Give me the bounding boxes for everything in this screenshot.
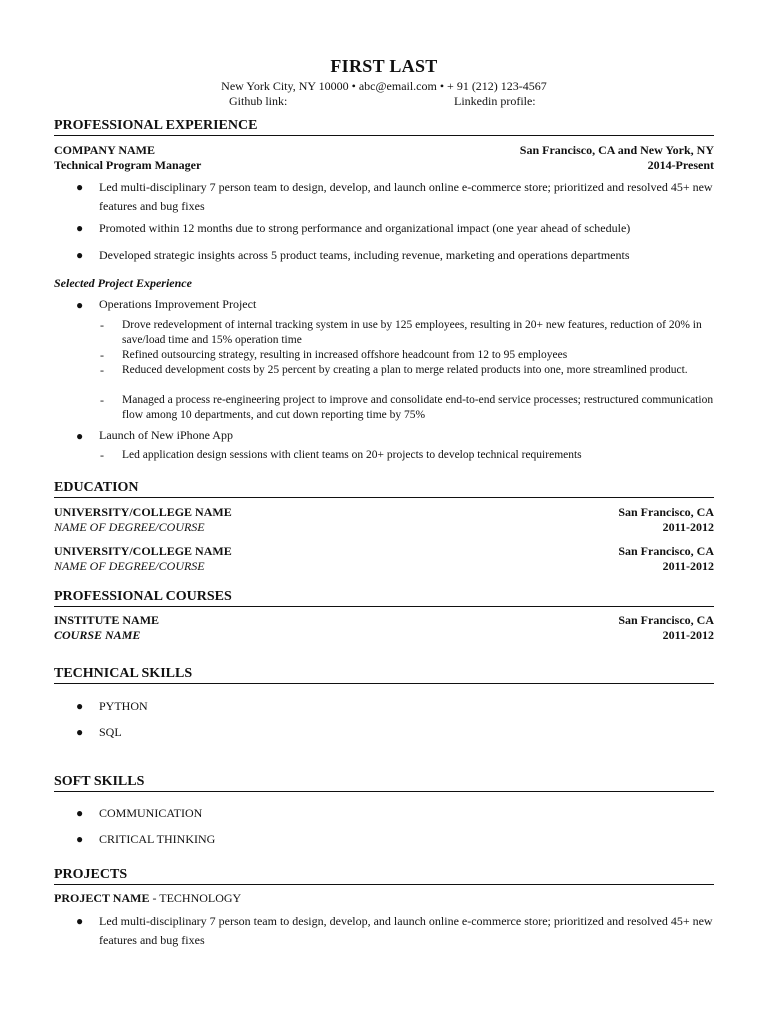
github-link[interactable]: Github link:: [229, 94, 288, 108]
bullet-icon: ●: [76, 725, 84, 739]
dash-icon: -: [100, 393, 104, 407]
section-title-soft-skills: SOFT SKILLS: [54, 774, 714, 792]
skill-item: COMMUNICATION: [99, 806, 203, 820]
skill-item: CRITICAL THINKING: [99, 832, 216, 846]
education-dates: 2011-2012: [662, 559, 714, 573]
experience-bullet: Developed strategic insights across 5 product teams, including revenue, marketing and operations departments: [99, 248, 630, 262]
skill-item: SQL: [99, 725, 122, 739]
bullet-icon: ●: [76, 699, 84, 713]
school-name: UNIVERSITY/COLLEGE NAME: [54, 505, 232, 519]
bullet-icon: ●: [76, 248, 84, 262]
contact-line: New York City, NY 10000 • abc@email.com • + 91 (212) 123-4567: [221, 79, 547, 93]
project-item: Led application design sessions with client teams on 20+ projects to develop technical requirements: [122, 449, 582, 461]
course-dates: 2011-2012: [662, 628, 714, 642]
section-title-courses: PROFESSIONAL COURSES: [54, 589, 714, 607]
job-dates: 2014-Present: [647, 158, 714, 172]
project-title: Operations Improvement Project: [99, 297, 257, 311]
job-title: Technical Program Manager: [54, 158, 202, 172]
company-location: San Francisco, CA and New York, NY: [519, 143, 714, 157]
experience-bullet: Led multi-disciplinary 7 person team to design, develop, and launch online e-commerce store; prioritized and resolved 45+ new features and bug fixes: [99, 180, 713, 213]
institute-name: INSTITUTE NAME: [54, 613, 160, 627]
bullet-icon: ●: [76, 832, 84, 846]
project-technology: - TECHNOLOGY: [149, 891, 242, 905]
bullet-icon: ●: [76, 180, 84, 194]
dash-icon: -: [100, 363, 104, 377]
project-item: Refined outsourcing strategy, resulting in increased offshore headcount from 12 to 95 employees: [122, 349, 568, 361]
section-title-technical-skills: TECHNICAL SKILLS: [54, 666, 714, 684]
school-location: San Francisco, CA: [618, 505, 714, 519]
bullet-icon: ●: [76, 429, 84, 443]
selected-projects-heading: Selected Project Experience: [54, 276, 192, 290]
project-heading: [54, 891, 241, 906]
section-title-projects: PROJECTS: [54, 867, 714, 885]
dash-icon: -: [100, 448, 104, 462]
school-location: San Francisco, CA: [618, 544, 714, 558]
institute-location: San Francisco, CA: [618, 613, 714, 627]
education-dates: 2011-2012: [662, 520, 714, 534]
bullet-icon: ●: [76, 914, 84, 928]
bullet-icon: ●: [76, 298, 84, 312]
section-title-experience: PROFESSIONAL EXPERIENCE: [54, 118, 714, 136]
bullet-icon: ●: [76, 806, 84, 820]
course-name: COURSE NAME: [54, 628, 141, 642]
bullet-icon: ●: [76, 221, 84, 235]
project-bullet: Led multi-disciplinary 7 person team to design, develop, and launch online e-commerce store; prioritized and resolved 45+ new features and bug fixes: [99, 914, 713, 947]
project-name: PROJECT NAME: [54, 891, 150, 905]
project-title: Launch of New iPhone App: [99, 428, 233, 442]
section-title-education: EDUCATION: [54, 480, 714, 498]
school-name: UNIVERSITY/COLLEGE NAME: [54, 544, 232, 558]
company-name: COMPANY NAME: [54, 143, 155, 157]
dash-icon: -: [100, 318, 104, 332]
project-item: Drove redevelopment of internal tracking system in use by 125 employees, resulting in 20+ new features, reduction of 20% in save/load time and 15% operation time: [122, 319, 702, 346]
degree-name: NAME OF DEGREE/COURSE: [54, 520, 205, 534]
degree-name: NAME OF DEGREE/COURSE: [54, 559, 205, 573]
dash-icon: -: [100, 348, 104, 362]
candidate-name: FIRST LAST: [330, 56, 438, 76]
project-item: Managed a process re-engineering project to improve and consolidate end-to-end service processes; restructured communication flow among 10 departments, and cut down reporting time by 75%: [122, 394, 714, 421]
skill-item: PYTHON: [99, 699, 148, 713]
linkedin-link[interactable]: Linkedin profile:: [454, 94, 536, 108]
project-item: Reduced development costs by 25 percent by creating a plan to merge related products into one, more streamlined product.: [122, 364, 688, 376]
experience-bullet: Promoted within 12 months due to strong performance and organizational impact (one year ahead of schedule): [99, 221, 631, 235]
